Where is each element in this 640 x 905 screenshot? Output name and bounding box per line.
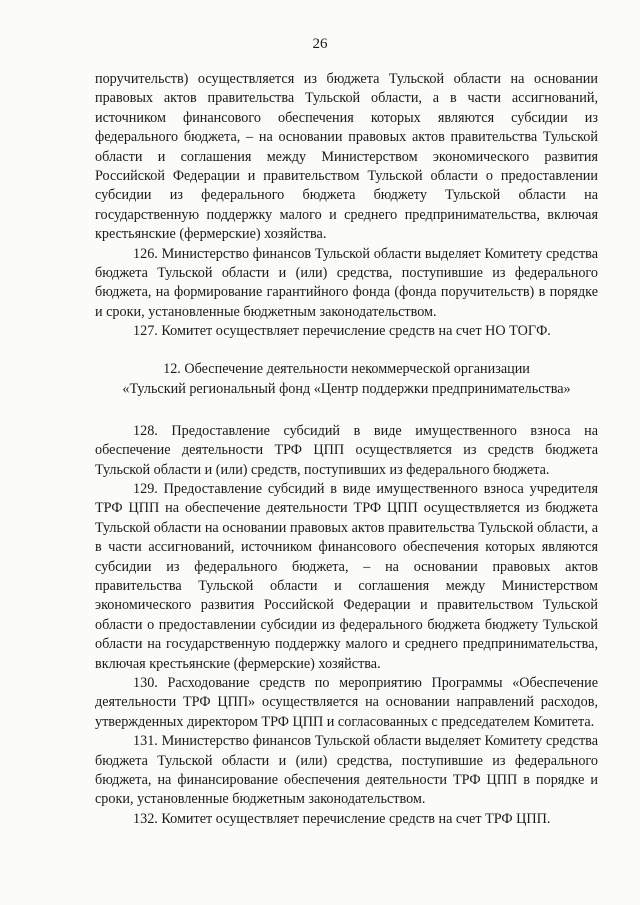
paragraph-126: 126. Министерство финансов Тульской области выделяет Комитету средства бюджета Тульской области и (или) средства, поступившие из федерального бюджета, на формирование гарантийного фонда (фонда поручительств) в порядке и сроки, установленные бюджетным законодательством. xyxy=(95,245,598,320)
section-heading-line-1: 12. Обеспечение деятельности некоммерческой организации xyxy=(163,360,530,377)
paragraph-continuation: поручительств) осуществляется из бюджета Тульской области на основании правовых актов правительства Тульской области, а в части ассигнований, источником финансового обеспечения которых являются субсидии из федерального бюджета, – на основании правовых актов правительства Тульской области и соглашения между Министерством экономического развития Российской Федерации и правительством Тульской области о предоставлении субсидии из федерального бюджета бюджету Тульской области на государственную поддержку малого и среднего предпринимательства, включая крестьянские (фермерские) хозяйства. xyxy=(95,71,598,243)
paragraph-130: 130. Расходование средств по мероприятию Программы «Обеспечение деятельности ТРФ ЦПП» осуществляется на основании направлений расходов, утвержденных директором ТРФ ЦПП и согласованных с председателем Комитета. xyxy=(95,674,598,730)
paragraph-128: 128. Предоставление субсидий в виде имущественного взноса на обеспечение деятельности ТРФ ЦПП осуществляется из средств бюджета Тульской области и (или) средств, поступивших из федерального бюджета. xyxy=(95,422,598,478)
paragraph-131: 131. Министерство финансов Тульской области выделяет Комитету средства бюджета Тульской области и (или) средства, поступившие из федерального бюджета, на финансирование обеспечения деятельности ТРФ ЦПП в порядке и сроки, установленные бюджетным законодательством. xyxy=(95,733,598,808)
page-number: 26 xyxy=(312,36,328,52)
paragraph-132: 132. Комитет осуществляет перечисление средств на счет ТРФ ЦПП. xyxy=(133,810,551,827)
section-heading-line-2: «Тульский региональный фонд «Центр поддержки предпринимательства» xyxy=(122,380,571,397)
section-heading xyxy=(95,359,598,399)
paragraph-127: 127. Комитет осуществляет перечисление средств на счет НО ТОГФ. xyxy=(133,323,551,340)
document-body xyxy=(95,70,598,829)
paragraph-129: 129. Предоставление субсидий в виде имущественного взноса учредителя ТРФ ЦПП на обеспечение деятельности ТРФ ЦПП осуществляется из бюджета Тульской области на основании правовых актов правительства Тульской области, а в части ассигнований, источником финансового обеспечения которых являются субсидии из федерального бюджета, – на основании правовых актов правительства Тульской области и соглашения между Министерством экономического развития Российской Федерации и правительством Тульской области о предоставлении субсидии из федерального бюджета бюджету Тульской области на государственную поддержку малого и среднего предпринимательства, включая крестьянские (фермерские) хозяйства. xyxy=(95,480,598,672)
